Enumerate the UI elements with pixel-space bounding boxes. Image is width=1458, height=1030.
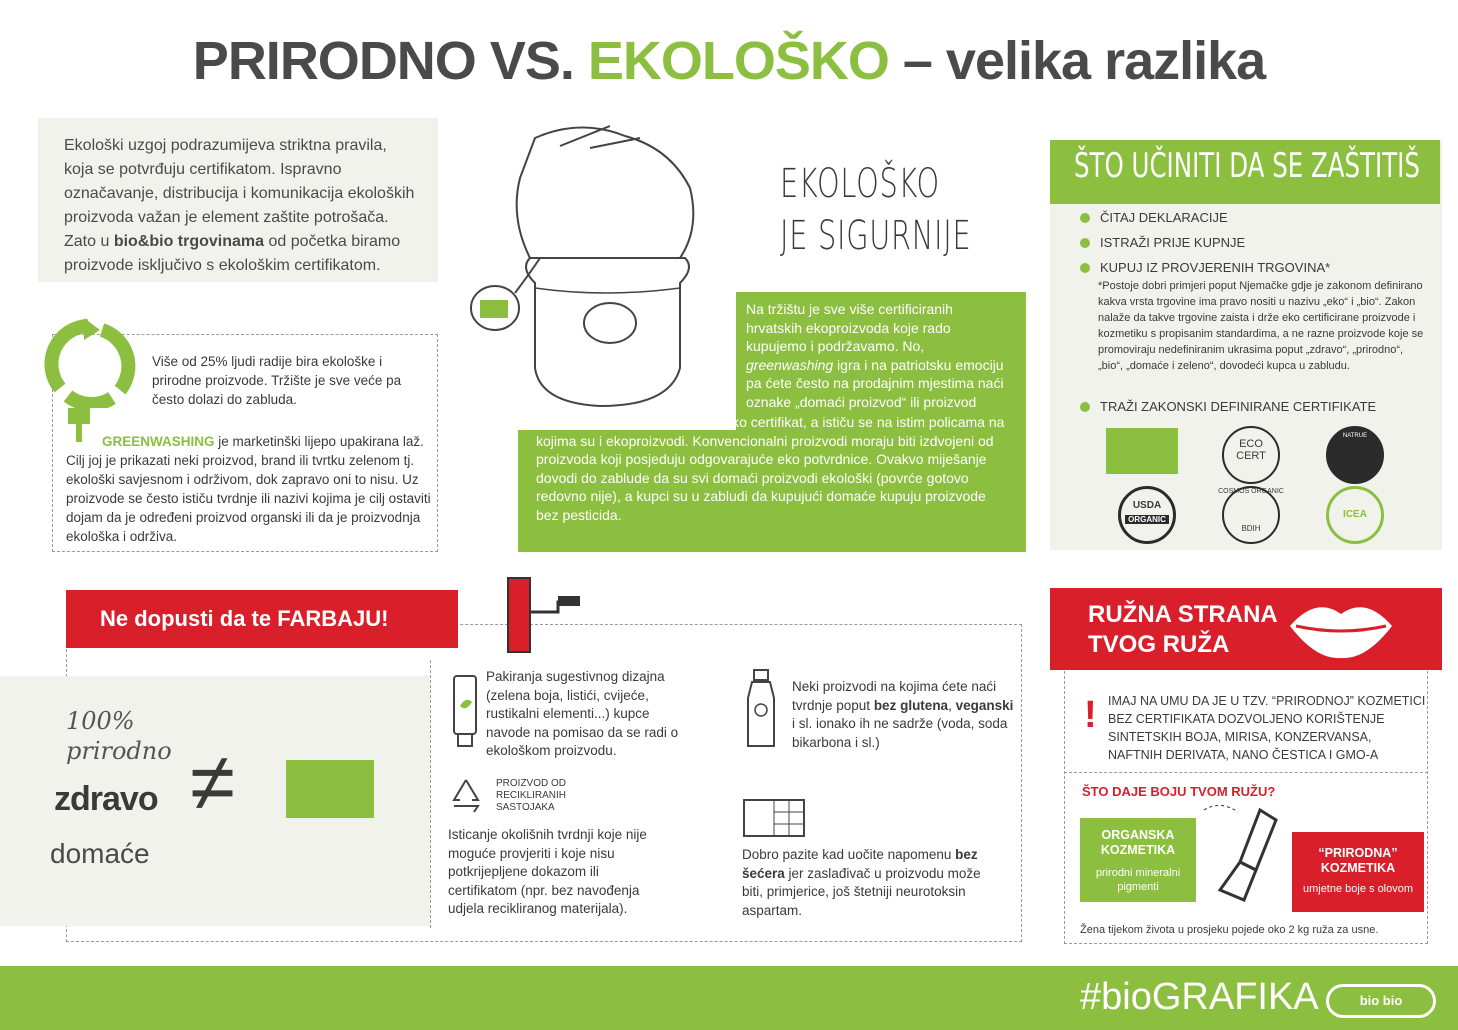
bio-bio-logo bbox=[1326, 984, 1436, 1018]
ruz-title bbox=[1088, 600, 1278, 660]
cream-tube-icon bbox=[450, 672, 480, 752]
cycle-icon bbox=[40, 318, 136, 408]
greenwashing-desc: je marketinški lijepo upakirana laž. Cilj joj je prikazati neki proizvod, brand ili tvrtku zelenom tj. ekološki savjesnom i održivom, dok zapravo oni to nisu. Uz proizvode se često ističu tvrdnje ili nazivi kojima je cilj ostaviti dojam da je određeni proizvod organski ili da je proizvodnja ekološka i održiva. bbox=[66, 434, 431, 544]
pack-text: Pakiranja sugestivnog dizajna (zelena boja, listići, cvijeće, rustikalni elementi...) kupce navode na pomisao da se radi o ekološkom proizvodu. bbox=[486, 669, 679, 758]
recycle-label: PROIZVOD OD RECIKLIRANIH SASTOJAKA bbox=[496, 778, 567, 813]
divider bbox=[430, 660, 431, 928]
farbaju-title: Ne dopusti da te FARBAJU! bbox=[100, 606, 389, 631]
green-panel-p1 bbox=[746, 300, 1006, 411]
jar-title-line2: JE SIGURNIJE bbox=[780, 213, 972, 259]
p100-text: 100% bbox=[66, 707, 135, 735]
sugar-text bbox=[742, 846, 992, 920]
sugar-before: Dobro pazite kad uočite napomenu bbox=[742, 847, 956, 862]
warning-icon: ! bbox=[1084, 694, 1097, 736]
gluten-bold1: bez glutena bbox=[873, 697, 949, 713]
gluten-before: Neki proizvodi na kojima ćete naći tvrdnje poput bbox=[792, 679, 997, 713]
gluten-text bbox=[792, 678, 1014, 752]
paint-roller-icon bbox=[498, 572, 584, 656]
not-equal-icon: ≠ bbox=[190, 737, 236, 828]
protect-item-4: TRAŽI ZAKONSKI DEFINIRANE CERTIFIKATE bbox=[1100, 399, 1377, 414]
footer-hashtag: #bioGRAFIKA bbox=[1080, 976, 1319, 1018]
intro-box bbox=[38, 118, 438, 282]
green-panel-text bbox=[536, 300, 1006, 524]
organic-sub: prirodni mineralni pigmenti bbox=[1095, 867, 1181, 893]
chocolate-icon bbox=[742, 798, 806, 838]
protect-note: *Postoje dobri primjeri poput Njemačke gdje je zakonom definirano kakva vrsta trgovine ima pravo nositi u nazivu „eko“ i „bio“. Zakon nalaže da takve trgovine zaista i drže eko certificirane proizvode i kozmetiku s propisanim standardima, a ne razne proizvode koje se promoviraju nedefiniranim ukrasima poput „zdravo“, „prirodno“, „bio“, „domaće i zeleno“, dovodeći kupca u zabludu. bbox=[1098, 280, 1424, 372]
prirodno-text: prirodno bbox=[66, 737, 172, 765]
ruz-title-line2: TVOG RUŽA bbox=[1088, 631, 1230, 658]
protect-title: ŠTO UČINITI DA SE ZAŠTITIŠ bbox=[1074, 146, 1420, 186]
protect-item-1: ČITAJ DEKLARACIJE bbox=[1100, 210, 1228, 225]
usda-organic-label: ORGANIC bbox=[1125, 515, 1169, 524]
ruz-divider bbox=[1064, 772, 1428, 773]
lipstick-icon bbox=[1200, 800, 1300, 910]
natural-title: “PRIRODNA” KOZMETIKA bbox=[1318, 846, 1398, 875]
green-panel-italic: greenwashing bbox=[746, 356, 834, 373]
ruz-title-line1: RUŽNA STRANA bbox=[1088, 601, 1278, 628]
intro-bold: bio&bio trgovinama bbox=[113, 233, 265, 250]
protect-item-2: ISTRAŽI PRIJE KUPNJE bbox=[1100, 235, 1246, 250]
equation-left bbox=[66, 706, 172, 766]
page-title bbox=[0, 30, 1458, 92]
green-panel-p2: domaćeg OPG-a. Oni nemaju eko certifikat, a ističu se na istim policama na kojima su i ekoproizvodi. Konvencionalni proizvodi moraju biti izdvojeni od proizvoda koji posjeduju odgovarajuće eko potvrdnice. Ovakvo miješanje dovodi do zablude da su svi domaći proizvodi ekološki (povrće gotovo redovno nije), a kupci su u zabludi da kupujući domaće kupuju proizvode bez pesticida. bbox=[536, 414, 1005, 523]
usda-logo bbox=[1118, 486, 1176, 544]
ruz-question: ŠTO DAJE BOJU TVOM RUŽU? bbox=[1082, 784, 1276, 799]
title-part2: EKOLOŠKO bbox=[587, 31, 889, 91]
ecocert-logo bbox=[1222, 426, 1280, 484]
eu-organic-logo bbox=[1106, 428, 1178, 474]
title-part3: – velika razlika bbox=[888, 31, 1266, 91]
greenwashing-text bbox=[66, 432, 436, 546]
gluten-bold2: veganski bbox=[955, 697, 1014, 713]
organic-title: ORGANSKA KOZMETIKA bbox=[1100, 828, 1176, 857]
natrue-label: NATRUE bbox=[1342, 433, 1368, 439]
icea-logo bbox=[1326, 486, 1384, 544]
icea-label: ICEA bbox=[1343, 509, 1367, 520]
recycle-icon bbox=[444, 776, 488, 820]
natrue-logo bbox=[1326, 426, 1384, 484]
natural-sub: umjetne boje s olovom bbox=[1302, 883, 1414, 895]
gluten-after: i sl. ionako ih ne sadrže (voda, soda bikarbona i sl.) bbox=[792, 716, 1008, 750]
ruz-warning: IMAJ NA UMU DA JE U TZV. “PRIRODNOJ” KOZMETICI BEZ CERTIFIKATA DOZVOLJENO KORIŠTENJE SINTETSKIH BOJA, MIRISA, KONZERVANSA, NAFTNIH DERIVATA, NANO ČESTICA I GMO-A bbox=[1108, 694, 1426, 762]
bio-bio-logo-text: bio bio bbox=[1359, 993, 1403, 1008]
bdih-label: BDIH bbox=[1241, 524, 1261, 533]
sugar-after: jer zaslađivač u proizvodu može biti, primjerice, još štetniji neurotoksin aspartam. bbox=[742, 865, 981, 918]
green-panel-p1-after: igra i na patriotsku emociju pa ćete često na prodajnim mjestima naći oznake „domaći proizvod“ ili proizvod bbox=[746, 356, 1004, 410]
protect-item-3: KUPUJ IZ PROVJERENIH TRGOVINA* bbox=[1100, 260, 1331, 275]
bottle-icon bbox=[742, 668, 778, 752]
gluten-mid: , bbox=[948, 697, 956, 713]
bdih-logo bbox=[1222, 486, 1280, 544]
ecocert-label: ECO CERT bbox=[1236, 438, 1266, 462]
cosmos-label: COSMOS ORGANIC bbox=[1218, 488, 1284, 495]
lips-icon bbox=[1286, 596, 1396, 660]
intro-text-after: od početka biramo proizvode isključivo s ekološkim certifikatom. bbox=[64, 233, 401, 274]
jar-title bbox=[780, 158, 971, 262]
greenwashing-term: GREENWASHING bbox=[102, 434, 215, 449]
domace-text: domaće bbox=[50, 838, 150, 869]
jar-title-line1: EKOLOŠKO bbox=[780, 161, 940, 207]
ruz-footnote: Žena tijekom života u prosjeku pojede oko 2 kg ruža za usne. bbox=[1080, 924, 1379, 936]
usda-label: USDA bbox=[1132, 500, 1162, 511]
recycle-text: Isticanje okolišnih tvrdnji koje nije moguće provjeriti i koje nisu potkrijepljene dokazom ili certifikatom (npr. bez navođenja udjela recikliranog materijala). bbox=[448, 827, 647, 916]
stat-text: Više od 25% ljudi radije bira ekološke i prirodne proizvode. Tržište je sve veće pa često dolazi do zabluda. bbox=[152, 354, 402, 407]
zdravo-text: zdravo bbox=[54, 780, 158, 818]
title-part1: PRIRODNO VS. bbox=[192, 31, 588, 91]
green-panel-p1-text: Na tržištu je sve više certificiranih hrvatskih ekoproizvoda koje rado kupujemo i podržavamo. No, bbox=[746, 301, 953, 354]
intro-text: Ekološki uzgoj podrazumijeva striktna pravila, koja se potvrđuju certifikatom. Ispravno označavanje, distribucija i komunikacija ekoloških proizvoda važan je element zaštite potrošača. Zato u bbox=[64, 137, 415, 250]
eu-organic-logo-large bbox=[286, 760, 374, 818]
sugar-bold: bez šećera bbox=[742, 847, 978, 881]
